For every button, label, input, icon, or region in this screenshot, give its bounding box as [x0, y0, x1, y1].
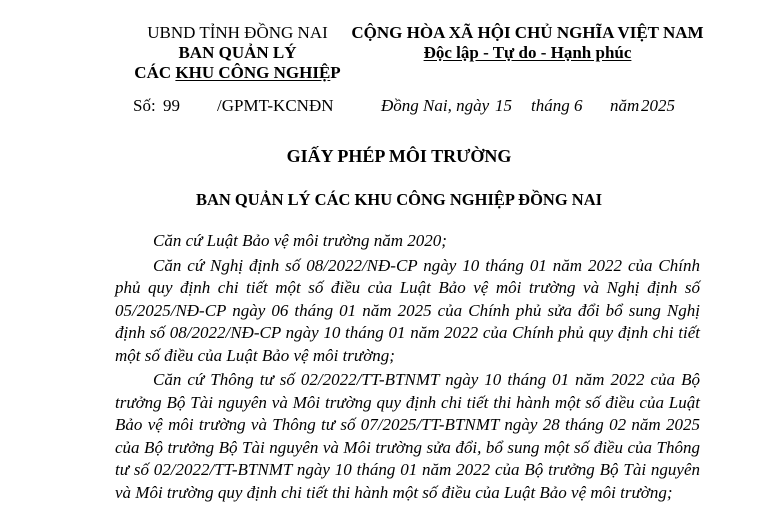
- legal-basis-paragraph: Căn cứ Luật Bảo vệ môi trường năm 2020;: [153, 231, 447, 250]
- issuer-agency-line1: UBND TỈNH ĐỒNG NAI: [147, 23, 328, 42]
- date-day: 15: [495, 96, 512, 115]
- issuing-authority: BAN QUẢN LÝ CÁC KHU CÔNG NGHIỆP ĐỒNG NAI: [195, 190, 603, 209]
- date-year: 2025: [641, 96, 675, 115]
- national-motto-text: Độc lập - Tự do - Hạnh phúc: [423, 43, 632, 62]
- issuer-agency-line3: [120, 63, 355, 83]
- date-month: 6: [574, 96, 583, 115]
- date-prefix: Đồng Nai, ngày: [381, 96, 490, 115]
- legal-basis-paragraph: Căn cứ Thông tư số 02/2022/TT-BTNMT ngày 10 tháng 01 năm 2022 của Bộ trưởng Bộ Tài nguyên và Môi trường quy định chi tiết thi hành một số điều của Luật Bảo vệ môi trường và Thông tư số 07/2025/TT-BTNMT ngày 28 tháng 02 năm 2025 của Bộ trưởng Bộ Tài nguyên và Môi trường sửa đổi, bổ sung một số điều của Thông tư số 02/2022/TT-BTNMT ngày 10 tháng 01 năm 2022 của Bộ trưởng Bộ Tài nguyên và Môi trường quy định chi tiết thi hành một số điều của Luật Bảo vệ môi trường;: [115, 370, 700, 502]
- date-month-label: tháng: [531, 96, 570, 115]
- doc-number-code: /GPMT-KCNĐN: [217, 96, 334, 115]
- national-title: CỘNG HÒA XÃ HỘI CHỦ NGHĨA VIỆT NAM: [351, 23, 704, 42]
- legal-basis: [115, 230, 700, 504]
- legal-basis-paragraph: Căn cứ Nghị định số 08/2022/NĐ-CP ngày 10 tháng 01 năm 2022 của Chính phủ quy định chi tiết một số điều của Luật Bảo vệ môi trường và Nghị định số 05/2025/NĐ-CP ngày 06 tháng 01 năm 2025 của Chính phủ sửa đổi bổ sung Nghị định số 08/2022/NĐ-CP ngày 10 tháng 01 năm 2022 của Chính phủ quy định chi tiết một số điều của Luật Bảo vệ môi trường;: [115, 255, 700, 365]
- date-year-label: năm: [610, 96, 640, 115]
- issuer-agency-line3-prefix: CÁC: [134, 63, 176, 82]
- document-title: GIẤY PHÉP MÔI TRƯỜNG: [286, 146, 512, 166]
- issuer-agency-line3-underlined: KHU CÔNG NGHIỆ: [175, 63, 331, 82]
- national-motto: [350, 43, 705, 63]
- doc-number-label: Số:: [133, 96, 156, 115]
- issuer-agency-line2: BAN QUẢN LÝ: [178, 43, 297, 62]
- doc-number-value: 99: [163, 96, 180, 115]
- issuer-agency-line3-suffix: P: [330, 63, 341, 82]
